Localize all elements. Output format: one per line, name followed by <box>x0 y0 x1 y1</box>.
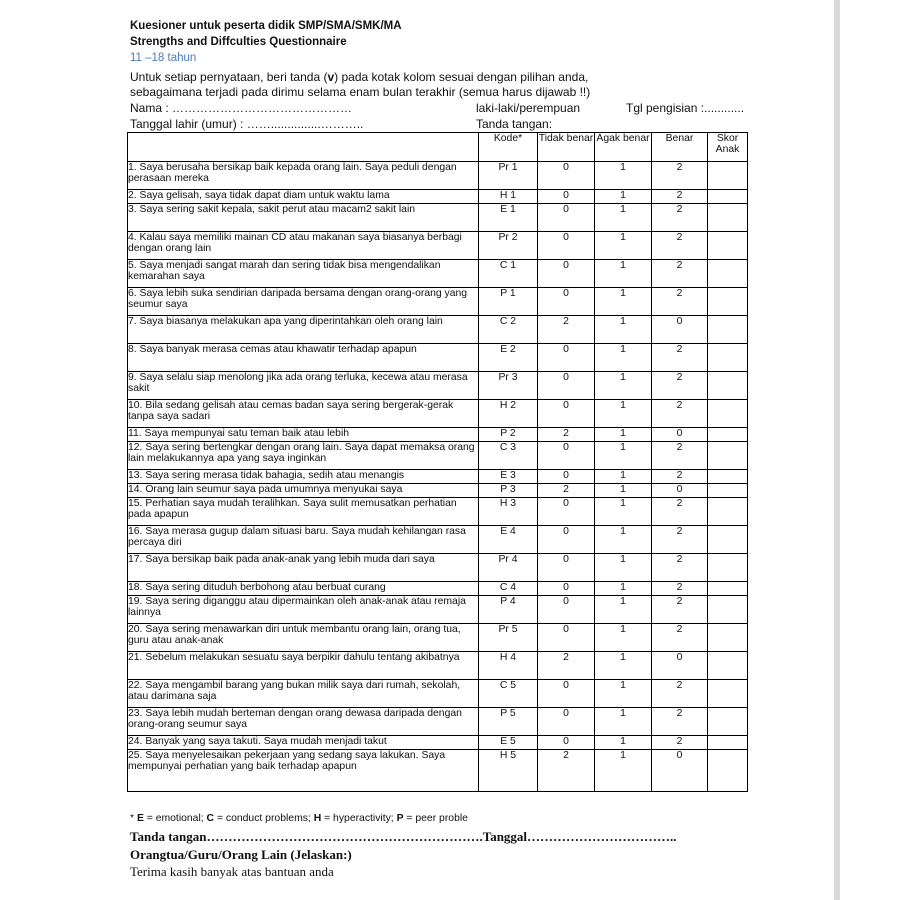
statement-cell: 16. Saya merasa gugup dalam situasi baru. Saya mudah kehilangan rasa percaya diri <box>128 526 479 554</box>
table-row <box>128 680 748 708</box>
header-code: Kode* <box>479 133 538 162</box>
not-true-cell[interactable]: 0 <box>538 372 595 400</box>
age-range: 11 –18 tahun <box>130 52 197 64</box>
score-cell[interactable] <box>708 260 748 288</box>
somewhat-true-cell[interactable]: 1 <box>595 204 652 232</box>
true-cell[interactable]: 2 <box>652 624 708 652</box>
code-cell: P 4 <box>479 596 538 624</box>
statement-cell: 11. Saya mempunyai satu teman baik atau lebih <box>128 428 479 442</box>
code-cell: Pr 1 <box>479 162 538 190</box>
statement-cell: 4. Kalau saya memiliki mainan CD atau makanan saya biasanya berbagi dengan orang lain <box>128 232 479 260</box>
somewhat-true-cell[interactable]: 1 <box>595 708 652 736</box>
true-cell[interactable]: 2 <box>652 582 708 596</box>
somewhat-true-cell[interactable]: 1 <box>595 624 652 652</box>
somewhat-true-cell[interactable]: 1 <box>595 554 652 582</box>
score-cell[interactable] <box>708 372 748 400</box>
not-true-cell[interactable]: 2 <box>538 750 595 792</box>
not-true-cell[interactable]: 2 <box>538 652 595 680</box>
somewhat-true-cell[interactable]: 1 <box>595 680 652 708</box>
score-cell[interactable] <box>708 498 748 526</box>
score-cell[interactable] <box>708 344 748 372</box>
code-cell: C 4 <box>479 582 538 596</box>
not-true-cell[interactable]: 0 <box>538 470 595 484</box>
signature-field[interactable]: Tanda tangan: <box>476 117 553 131</box>
true-cell[interactable]: 2 <box>652 162 708 190</box>
statement-cell: 24. Banyak yang saya takuti. Saya mudah menjadi takut <box>128 736 479 750</box>
somewhat-true-cell[interactable]: 1 <box>595 750 652 792</box>
footnote-p-text: = peer proble <box>403 813 468 824</box>
table-row <box>128 470 748 484</box>
header-score: Skor Anak <box>708 133 748 162</box>
table-row <box>128 624 748 652</box>
somewhat-true-cell[interactable]: 1 <box>595 316 652 344</box>
score-cell[interactable] <box>708 190 748 204</box>
table-row <box>128 372 748 400</box>
not-true-cell[interactable]: 0 <box>538 582 595 596</box>
table-row <box>128 750 748 792</box>
somewhat-true-cell[interactable]: 1 <box>595 498 652 526</box>
statement-cell: 8. Saya banyak merasa cemas atau khawatir terhadap apapun <box>128 344 479 372</box>
somewhat-true-cell[interactable]: 1 <box>595 484 652 498</box>
true-cell[interactable]: 2 <box>652 400 708 428</box>
score-cell[interactable] <box>708 554 748 582</box>
title-line-1: Kuesioner untuk peserta didik SMP/SMA/SMK/MA <box>130 20 402 32</box>
instruction-mark: v <box>327 70 335 84</box>
not-true-cell[interactable]: 0 <box>538 680 595 708</box>
score-cell[interactable] <box>708 596 748 624</box>
title-line-2: Strengths and Diffculties Questionnaire <box>130 36 347 48</box>
code-cell: E 4 <box>479 526 538 554</box>
header-somewhat-true: Agak benar <box>595 133 652 162</box>
true-cell[interactable]: 2 <box>652 372 708 400</box>
code-cell: H 1 <box>479 190 538 204</box>
not-true-cell[interactable]: 0 <box>538 624 595 652</box>
true-cell[interactable]: 2 <box>652 470 708 484</box>
code-cell: P 1 <box>479 288 538 316</box>
statement-cell: 15. Perhatian saya mudah teralihkan. Saya sulit memusatkan perhatian pada apapun <box>128 498 479 526</box>
statement-cell: 3. Saya sering sakit kepala, sakit perut atau macam2 sakit lain <box>128 204 479 232</box>
statement-cell: 9. Saya selalu siap menolong jika ada orang terluka, kecewa atau merasa sakit <box>128 372 479 400</box>
somewhat-true-cell[interactable]: 1 <box>595 344 652 372</box>
somewhat-true-cell[interactable]: 1 <box>595 190 652 204</box>
code-cell: C 3 <box>479 442 538 470</box>
score-cell[interactable] <box>708 470 748 484</box>
somewhat-true-cell[interactable]: 1 <box>595 162 652 190</box>
somewhat-true-cell[interactable]: 1 <box>595 736 652 750</box>
not-true-cell[interactable]: 0 <box>538 400 595 428</box>
true-cell[interactable]: 2 <box>652 498 708 526</box>
not-true-cell[interactable]: 0 <box>538 204 595 232</box>
score-cell[interactable] <box>708 652 748 680</box>
header-true: Benar <box>652 133 708 162</box>
table-row <box>128 316 748 344</box>
not-true-cell[interactable]: 0 <box>538 498 595 526</box>
footnote-c-text: = conduct problems; <box>214 813 314 824</box>
somewhat-true-cell[interactable]: 1 <box>595 372 652 400</box>
score-cell[interactable] <box>708 400 748 428</box>
not-true-cell[interactable]: 0 <box>538 344 595 372</box>
not-true-cell[interactable]: 0 <box>538 288 595 316</box>
table-row <box>128 736 748 750</box>
score-cell[interactable] <box>708 232 748 260</box>
score-cell[interactable] <box>708 582 748 596</box>
not-true-cell[interactable]: 0 <box>538 708 595 736</box>
somewhat-true-cell[interactable]: 1 <box>595 652 652 680</box>
table-row <box>128 344 748 372</box>
true-cell[interactable]: 2 <box>652 232 708 260</box>
true-cell[interactable]: 2 <box>652 680 708 708</box>
code-cell: P 5 <box>479 708 538 736</box>
statement-cell: 20. Saya sering menawarkan diri untuk membantu orang lain, orang tua, guru atau anak-anak <box>128 624 479 652</box>
somewhat-true-cell[interactable]: 1 <box>595 232 652 260</box>
not-true-cell[interactable]: 0 <box>538 190 595 204</box>
true-cell[interactable]: 2 <box>652 190 708 204</box>
fill-date-field[interactable]: Tgl pengisian :............ <box>626 101 745 115</box>
table-row <box>128 596 748 624</box>
somewhat-true-cell[interactable]: 1 <box>595 526 652 554</box>
somewhat-true-cell[interactable]: 1 <box>595 596 652 624</box>
statement-cell: 14. Orang lain seumur saya pada umumnya menyukai saya <box>128 484 479 498</box>
score-cell[interactable] <box>708 288 748 316</box>
table-row <box>128 288 748 316</box>
statement-cell: 17. Saya bersikap baik pada anak-anak yang lebih muda dari saya <box>128 554 479 582</box>
questionnaire-table <box>127 132 748 792</box>
true-cell[interactable]: 0 <box>652 484 708 498</box>
somewhat-true-cell[interactable]: 1 <box>595 442 652 470</box>
score-cell[interactable] <box>708 680 748 708</box>
true-cell[interactable]: 2 <box>652 596 708 624</box>
header-not-true: Tidak benar <box>538 133 595 162</box>
not-true-cell[interactable]: 0 <box>538 260 595 288</box>
somewhat-true-cell[interactable]: 1 <box>595 400 652 428</box>
statement-cell: 13. Saya sering merasa tidak bahagia, sedih atau menangis <box>128 470 479 484</box>
true-cell[interactable]: 2 <box>652 736 708 750</box>
gender-field[interactable]: laki-laki/perempuan <box>476 101 581 115</box>
code-cell: C 2 <box>479 316 538 344</box>
statement-cell: 5. Saya menjadi sangat marah dan sering tidak bisa mengendalikan kemarahan saya <box>128 260 479 288</box>
statement-cell: 21. Sebelum melakukan sesuatu saya berpikir dahulu tentang akibatnya <box>128 652 479 680</box>
table-row <box>128 708 748 736</box>
score-cell[interactable] <box>708 624 748 652</box>
true-cell[interactable]: 0 <box>652 316 708 344</box>
instruction-prefix: Untuk setiap pernyataan, beri tanda ( <box>130 70 328 84</box>
true-cell[interactable]: 0 <box>652 428 708 442</box>
footer-signature-line[interactable]: Tanda tangan……………………………………………………….Tanggal…………………………….. <box>130 829 677 844</box>
table-row <box>128 162 748 190</box>
score-cell[interactable] <box>708 526 748 554</box>
true-cell[interactable]: 2 <box>652 204 708 232</box>
not-true-cell[interactable]: 2 <box>538 428 595 442</box>
table-row <box>128 652 748 680</box>
somewhat-true-cell[interactable]: 1 <box>595 428 652 442</box>
statement-cell: 19. Saya sering diganggu atau dipermainkan oleh anak-anak atau remaja lainnya <box>128 596 479 624</box>
true-cell[interactable]: 2 <box>652 288 708 316</box>
table-row <box>128 204 748 232</box>
instruction-line-2: sebagaimana terjadi pada dirimu selama enam bulan terakhir (semua harus dijawab !!) <box>130 85 591 99</box>
true-cell[interactable]: 2 <box>652 554 708 582</box>
true-cell[interactable]: 2 <box>652 526 708 554</box>
true-cell[interactable]: 0 <box>652 750 708 792</box>
code-cell: E 5 <box>479 736 538 750</box>
statement-cell: 10. Bila sedang gelisah atau cemas badan saya sering bergerak-gerak tanpa saya sadari <box>128 400 479 428</box>
header-statement <box>128 133 479 162</box>
score-cell[interactable] <box>708 750 748 792</box>
true-cell[interactable]: 2 <box>652 260 708 288</box>
code-cell: E 3 <box>479 470 538 484</box>
not-true-cell[interactable]: 0 <box>538 232 595 260</box>
not-true-cell[interactable]: 0 <box>538 736 595 750</box>
score-cell[interactable] <box>708 484 748 498</box>
somewhat-true-cell[interactable]: 1 <box>595 288 652 316</box>
not-true-cell[interactable]: 0 <box>538 554 595 582</box>
not-true-cell[interactable]: 0 <box>538 442 595 470</box>
not-true-cell[interactable]: 0 <box>538 596 595 624</box>
code-cell: Pr 2 <box>479 232 538 260</box>
true-cell[interactable]: 2 <box>652 708 708 736</box>
not-true-cell[interactable]: 2 <box>538 316 595 344</box>
statement-cell: 23. Saya lebih mudah berteman dengan orang dewasa daripada dengan orang-orang seumur saya <box>128 708 479 736</box>
code-cell: Pr 3 <box>479 372 538 400</box>
table-row <box>128 400 748 428</box>
table-row <box>128 582 748 596</box>
footnote-e-key: E <box>136 813 144 824</box>
page-edge <box>834 0 840 900</box>
name-field[interactable]: Nama : ……………………………………… <box>130 101 353 115</box>
statement-cell: 1. Saya berusaha bersikap baik kepada orang lain. Saya peduli dengan perasaan mereka <box>128 162 479 190</box>
not-true-cell[interactable]: 0 <box>538 526 595 554</box>
code-cell: Pr 5 <box>479 624 538 652</box>
code-cell: E 2 <box>479 344 538 372</box>
code-cell: H 4 <box>479 652 538 680</box>
code-cell: Pr 4 <box>479 554 538 582</box>
footer-role-line: Orangtua/Guru/Orang Lain (Jelaskan:) <box>130 847 352 862</box>
table-row <box>128 232 748 260</box>
code-cell: E 1 <box>479 204 538 232</box>
code-cell: C 1 <box>479 260 538 288</box>
not-true-cell[interactable]: 0 <box>538 162 595 190</box>
score-cell[interactable] <box>708 736 748 750</box>
table-row <box>128 554 748 582</box>
code-cell: P 3 <box>479 484 538 498</box>
instruction-line-1 <box>130 70 588 84</box>
table-row <box>128 260 748 288</box>
statement-cell: 12. Saya sering bertengkar dengan orang lain. Saya dapat memaksa orang lain melakukannya apa yang saya inginkan <box>128 442 479 470</box>
score-cell[interactable] <box>708 428 748 442</box>
statement-cell: 2. Saya gelisah, saya tidak dapat diam untuk waktu lama <box>128 190 479 204</box>
code-cell: P 2 <box>479 428 538 442</box>
footnote-h-key: H <box>313 813 322 824</box>
true-cell[interactable]: 0 <box>652 652 708 680</box>
code-cell: C 5 <box>479 680 538 708</box>
footnote-e-text: = emotional; <box>143 813 207 824</box>
true-cell[interactable]: 2 <box>652 344 708 372</box>
score-cell[interactable] <box>708 316 748 344</box>
table-row <box>128 428 748 442</box>
not-true-cell[interactable]: 2 <box>538 484 595 498</box>
statement-cell: 22. Saya mengambil barang yang bukan milik saya dari rumah, sekolah, atau darimana saja <box>128 680 479 708</box>
score-cell[interactable] <box>708 162 748 190</box>
footer-thanks: Terima kasih banyak atas bantuan anda <box>130 864 334 879</box>
instruction-suffix: ) pada kotak kolom sesuai dengan pilihan anda, <box>334 70 589 84</box>
true-cell[interactable]: 2 <box>652 442 708 470</box>
statement-cell: 25. Saya menyelesaikan pekerjaan yang sedang saya lakukan. Saya mempunyai perhatian yang baik terhadap apapun <box>128 750 479 792</box>
code-cell: H 3 <box>479 498 538 526</box>
footnote-c-key: C <box>206 813 215 824</box>
somewhat-true-cell[interactable]: 1 <box>595 470 652 484</box>
table-row <box>128 484 748 498</box>
statement-cell: 6. Saya lebih suka sendirian daripada bersama dengan orang-orang yang seumur saya <box>128 288 479 316</box>
code-cell: H 5 <box>479 750 538 792</box>
table-row <box>128 442 748 470</box>
footnote-h-text: = hyperactivity; <box>321 813 397 824</box>
table-row <box>128 498 748 526</box>
statement-cell: 7. Saya biasanya melakukan apa yang diperintahkan oleh orang lain <box>128 316 479 344</box>
score-cell[interactable] <box>708 442 748 470</box>
score-cell[interactable] <box>708 204 748 232</box>
score-cell[interactable] <box>708 708 748 736</box>
code-cell: H 2 <box>479 400 538 428</box>
somewhat-true-cell[interactable]: 1 <box>595 582 652 596</box>
footnote: * E = emotional; C = conduct problems; H = hyperactivity; P = peer proble <box>130 813 468 824</box>
somewhat-true-cell[interactable]: 1 <box>595 260 652 288</box>
header-row <box>128 133 748 162</box>
table-row <box>128 190 748 204</box>
statement-cell: 18. Saya sering dituduh berbohong atau berbuat curang <box>128 582 479 596</box>
birth-date-field[interactable]: Tanggal lahir (umur) : ……...............……….. <box>130 117 364 131</box>
table-row <box>128 526 748 554</box>
footnote-p-key: P <box>396 813 404 824</box>
